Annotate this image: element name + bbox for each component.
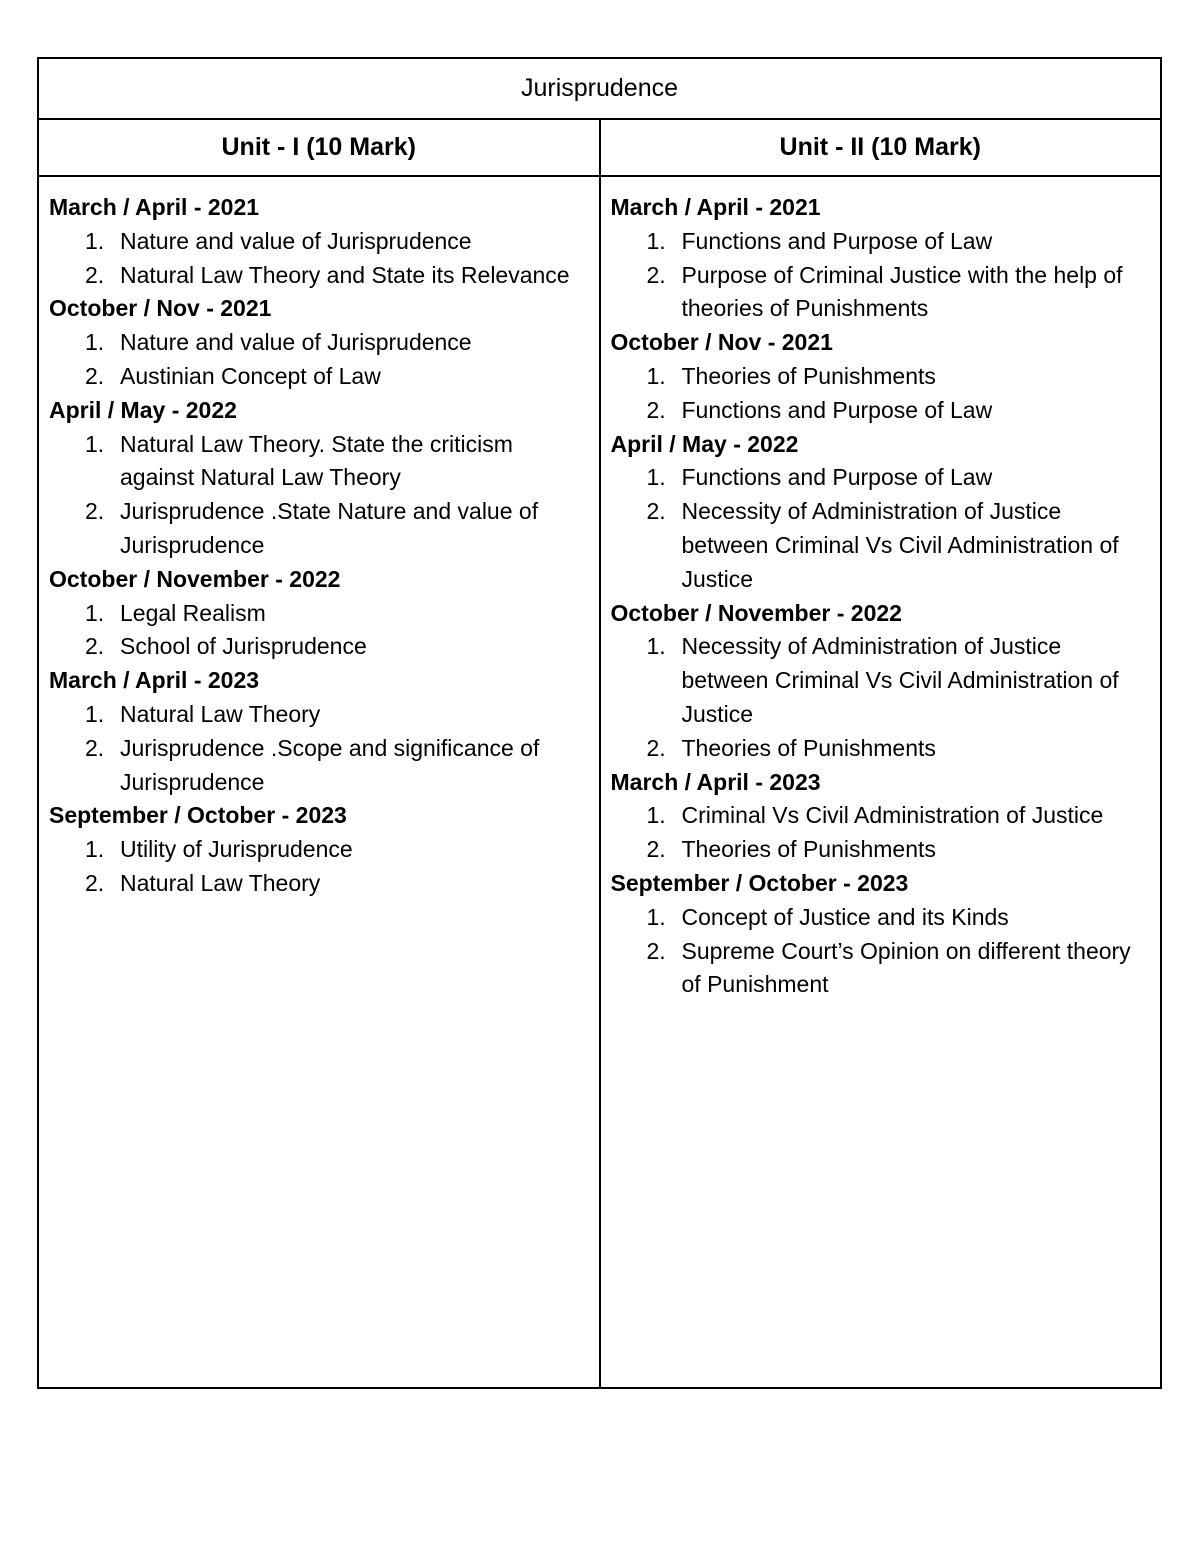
list-item xyxy=(611,394,1153,428)
list-item xyxy=(49,698,591,732)
list-item xyxy=(49,360,591,394)
list-item-number: 1. xyxy=(646,464,666,491)
list-item-number: 1. xyxy=(646,227,666,254)
list-item xyxy=(611,225,1153,259)
list-item-number: 1. xyxy=(85,700,105,727)
list-item-text: Supreme Court’s Opinion on different theory of Punishment xyxy=(681,937,1131,998)
list-item-text: Utility of Jurisprudence xyxy=(120,836,353,863)
question-list xyxy=(49,428,591,563)
session-heading: March / April - 2023 xyxy=(610,768,821,795)
list-item-text: Functions and Purpose of Law xyxy=(681,227,993,254)
list-item-number: 1. xyxy=(646,362,666,389)
list-item-text: Natural Law Theory. State the criticism against Natural Law Theory xyxy=(120,430,513,491)
question-list xyxy=(49,597,591,665)
list-item-text: Functions and Purpose of Law xyxy=(681,396,993,423)
session-heading: October / November - 2022 xyxy=(610,599,902,626)
question-list xyxy=(49,698,591,799)
list-item xyxy=(49,225,591,259)
list-item-number: 1. xyxy=(85,227,105,254)
unit-2-heading: Unit - II (10 Mark) xyxy=(600,119,1162,176)
session-heading: September / October - 2023 xyxy=(610,869,909,896)
question-list xyxy=(611,799,1153,867)
list-item-number: 2. xyxy=(646,836,666,863)
unit-2-content xyxy=(600,176,1162,1388)
session-heading: March / April - 2023 xyxy=(49,667,260,694)
list-item-number: 2. xyxy=(85,734,105,761)
list-item xyxy=(611,259,1153,327)
list-item xyxy=(611,935,1153,1003)
list-item xyxy=(611,901,1153,935)
question-list xyxy=(49,833,591,901)
session-heading: April / May - 2022 xyxy=(49,396,237,423)
list-item-number: 2. xyxy=(85,498,105,525)
table-title: Jurisprudence xyxy=(38,58,1161,119)
list-item-number: 1. xyxy=(646,633,666,660)
question-list xyxy=(611,360,1153,428)
list-item-number: 2. xyxy=(646,498,666,525)
list-item-text: School of Jurisprudence xyxy=(120,633,367,660)
list-item xyxy=(49,867,591,901)
unit-1-content xyxy=(38,176,600,1388)
unit-1-heading: Unit - I (10 Mark) xyxy=(38,119,600,176)
list-item-text: Theories of Punishments xyxy=(681,836,936,863)
list-item-number: 1. xyxy=(85,599,105,626)
list-item-text: Purpose of Criminal Justice with the help of theories of Punishments xyxy=(681,261,1123,322)
session-heading: September / October - 2023 xyxy=(49,802,347,829)
list-item-number: 2. xyxy=(85,261,105,288)
list-item xyxy=(611,799,1153,833)
list-item-text: Criminal Vs Civil Administration of Justice xyxy=(681,802,1104,829)
session-heading: March / April - 2021 xyxy=(49,194,260,220)
list-item-number: 2. xyxy=(646,261,666,288)
list-item-text: Natural Law Theory xyxy=(120,700,321,727)
list-item-text: Concept of Justice and its Kinds xyxy=(681,903,1009,930)
list-item-number: 1. xyxy=(646,903,666,930)
list-item xyxy=(611,732,1153,766)
list-item xyxy=(49,833,591,867)
list-item-number: 1. xyxy=(85,430,105,457)
question-list xyxy=(49,326,591,394)
list-item-text: Natural Law Theory xyxy=(120,869,321,896)
question-list xyxy=(611,225,1153,326)
list-item-text: Theories of Punishments xyxy=(681,734,936,761)
question-table xyxy=(37,57,1162,1389)
list-item-text: Legal Realism xyxy=(120,599,266,626)
list-item-number: 2. xyxy=(85,869,105,896)
list-item-text: Austinian Concept of Law xyxy=(120,362,381,389)
list-item xyxy=(611,495,1153,596)
list-item-text: Nature and value of Jurisprudence xyxy=(120,329,472,356)
list-item-number: 2. xyxy=(646,396,666,423)
list-item xyxy=(611,833,1153,867)
list-item xyxy=(49,326,591,360)
session-heading: October / Nov - 2021 xyxy=(49,295,272,322)
list-item-text: Necessity of Administration of Justice between Criminal Vs Civil Administration of Justice xyxy=(681,498,1119,592)
list-item xyxy=(611,630,1153,731)
list-item xyxy=(49,732,591,800)
list-item-number: 2. xyxy=(646,937,666,964)
question-list xyxy=(49,225,591,293)
session-heading: April / May - 2022 xyxy=(610,430,799,457)
list-item-number: 2. xyxy=(85,633,105,660)
session-heading: October / November - 2022 xyxy=(49,565,341,592)
list-item-text: Jurisprudence .Scope and significance of Jurisprudence xyxy=(120,734,540,795)
question-list xyxy=(611,630,1153,765)
list-item-number: 2. xyxy=(646,734,666,761)
list-item xyxy=(49,428,591,496)
list-item-text: Functions and Purpose of Law xyxy=(681,464,993,491)
question-list xyxy=(611,461,1153,596)
session-heading: March / April - 2021 xyxy=(610,194,821,220)
list-item xyxy=(49,597,591,631)
list-item-number: 1. xyxy=(85,329,105,356)
list-item-text: Nature and value of Jurisprudence xyxy=(120,227,472,254)
list-item xyxy=(611,360,1153,394)
list-item-number: 1. xyxy=(85,836,105,863)
list-item-text: Necessity of Administration of Justice between Criminal Vs Civil Administration of Justice xyxy=(681,633,1119,727)
list-item-text: Natural Law Theory and State its Relevance xyxy=(120,261,570,288)
list-item-number: 2. xyxy=(85,362,105,389)
question-list xyxy=(611,901,1153,1002)
list-item xyxy=(49,495,591,563)
list-item xyxy=(49,630,591,664)
list-item-number: 1. xyxy=(646,802,666,829)
list-item-text: Theories of Punishments xyxy=(681,362,936,389)
list-item-text: Jurisprudence .State Nature and value of Jurisprudence xyxy=(120,498,539,558)
list-item xyxy=(49,259,591,293)
session-heading: October / Nov - 2021 xyxy=(610,329,833,356)
list-item xyxy=(611,461,1153,495)
